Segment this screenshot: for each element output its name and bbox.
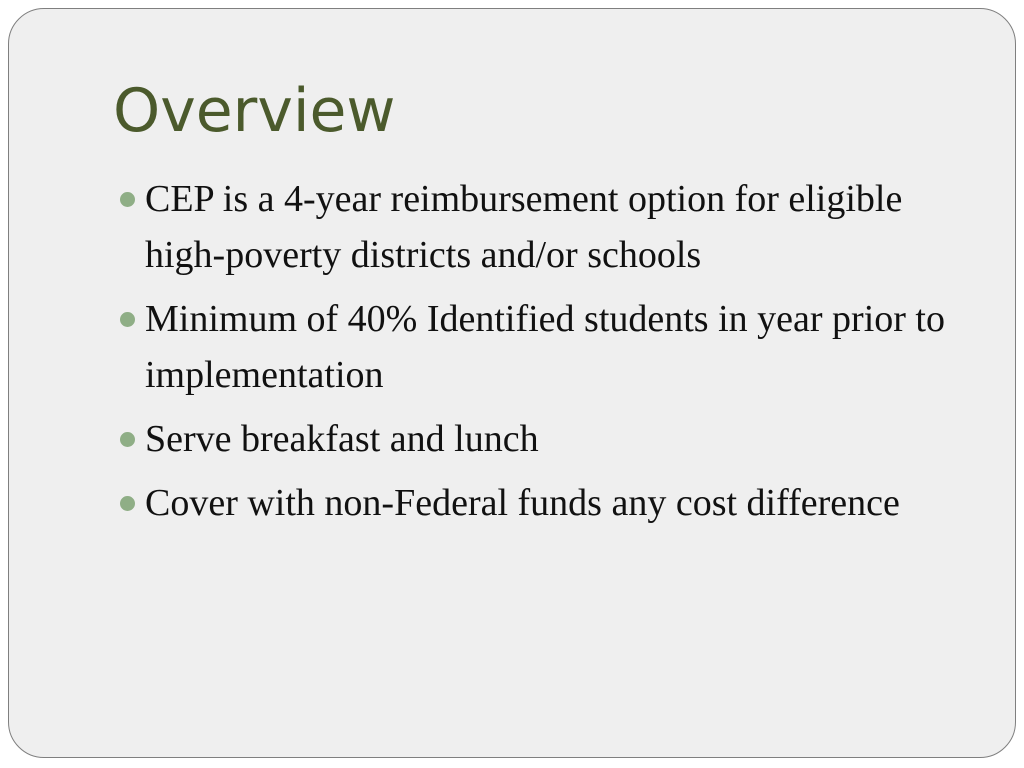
slide-title: Overview xyxy=(113,76,396,146)
bullet-list xyxy=(113,171,973,539)
list-item xyxy=(113,475,973,531)
bullet-text: Minimum of 40% Identified students in year prior to implementation xyxy=(145,298,945,396)
slide-frame xyxy=(8,8,1016,758)
bullet-dot-icon xyxy=(120,496,135,511)
bullet-dot-icon xyxy=(120,192,135,207)
bullet-text: Serve breakfast and lunch xyxy=(145,418,539,460)
list-item xyxy=(113,411,973,467)
bullet-dot-icon xyxy=(120,312,135,327)
bullet-text: Cover with non-Federal funds any cost difference xyxy=(145,482,900,524)
bullet-dot-icon xyxy=(120,432,135,447)
list-item xyxy=(113,171,973,283)
bullet-text: CEP is a 4-year reimbursement option for eligible high-poverty districts and/or schools xyxy=(145,178,903,276)
list-item xyxy=(113,291,973,403)
